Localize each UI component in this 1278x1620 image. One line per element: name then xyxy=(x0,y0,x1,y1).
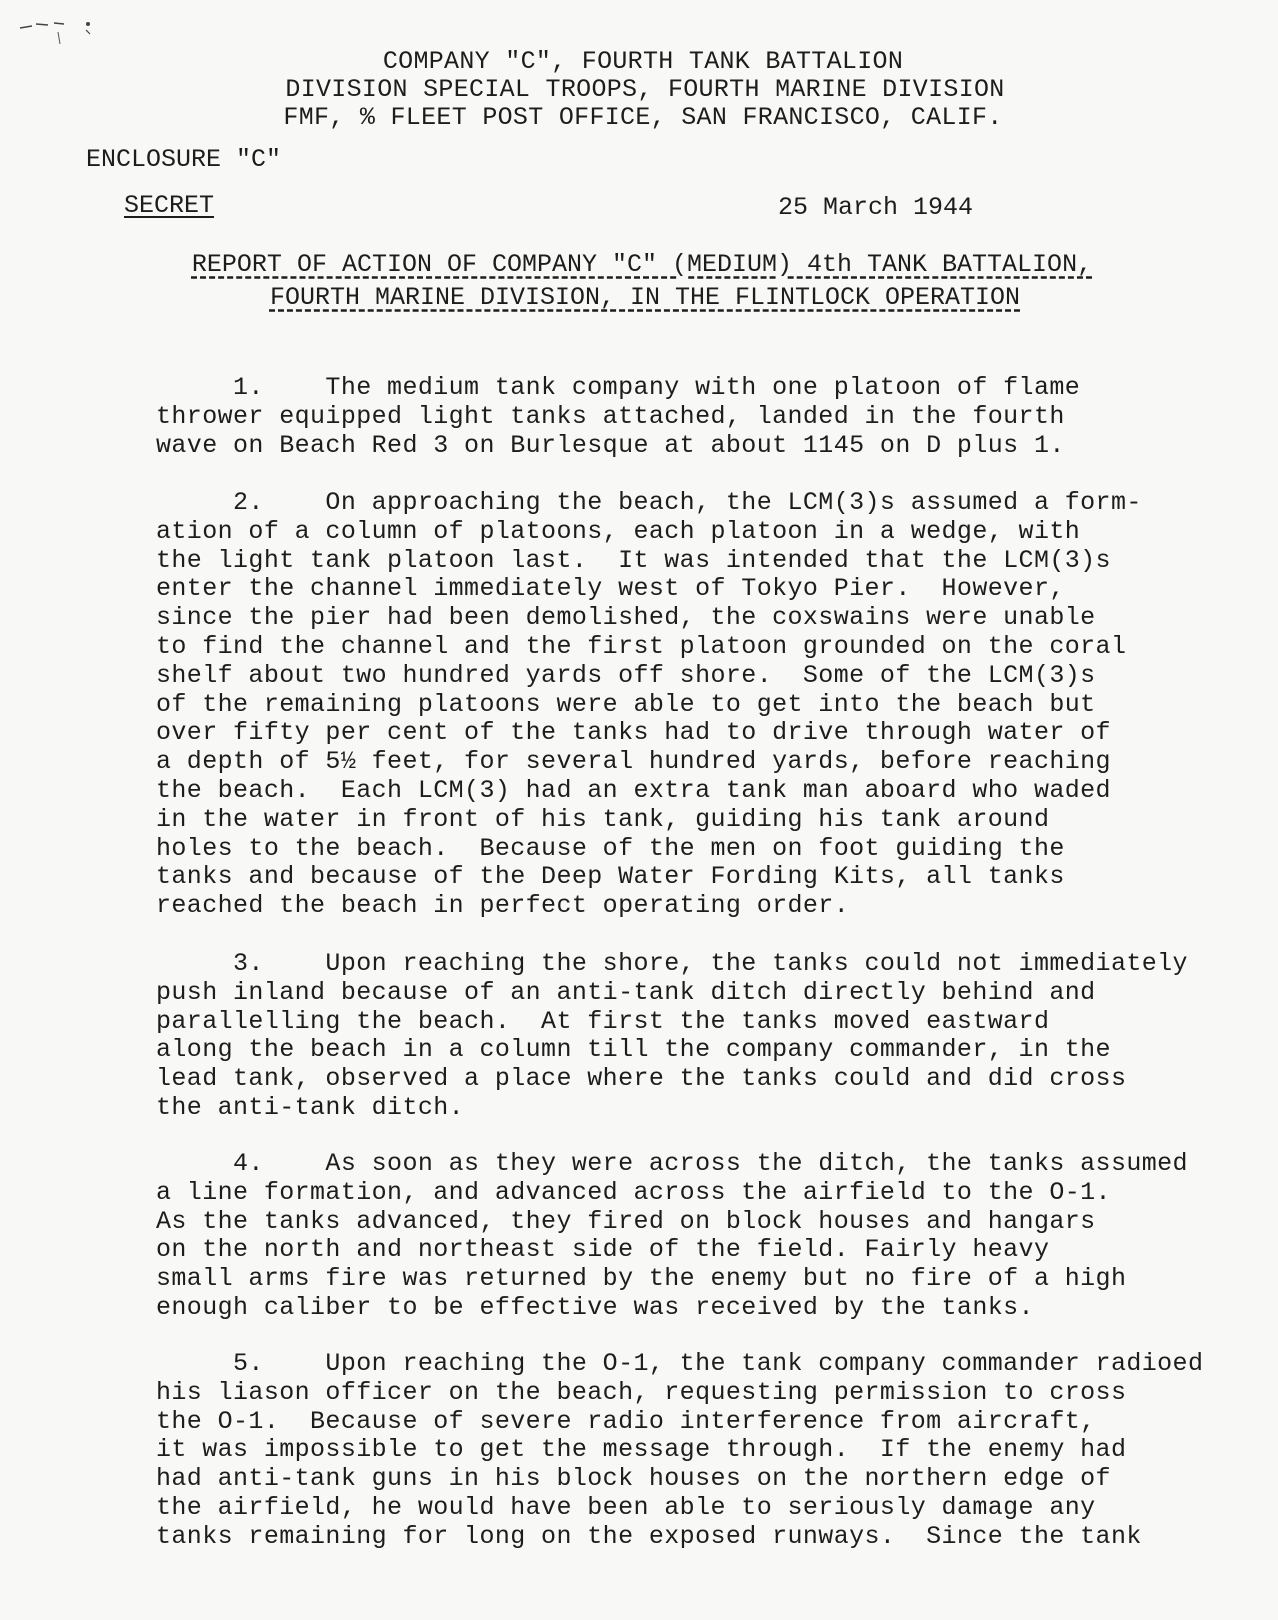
paragraph-line: 4. As soon as they were across the ditch, the tanks assumed xyxy=(156,1149,1188,1178)
paragraph-line: the anti-tank ditch. xyxy=(156,1092,465,1122)
paragraph-line: the airfield, he would have been able to seriously damage any xyxy=(156,1492,1096,1522)
paragraph-line: over fifty per cent of the tanks had to drive through water of xyxy=(156,718,1111,748)
paragraph-line: parallelling the beach. At first the tanks moved eastward xyxy=(156,1006,1050,1036)
letterhead xyxy=(0,48,1278,132)
paragraph-line: a depth of 5½ feet, for several hundred yards, before reaching xyxy=(156,747,1111,777)
paragraph-line: thrower equipped light tanks attached, landed in the fourth xyxy=(156,401,1065,431)
paragraph-line: since the pier had been demolished, the coxswains were unable xyxy=(156,603,1096,633)
paragraph-4 xyxy=(156,1150,1236,1323)
paragraph-line: reached the beach in perfect operating order. xyxy=(156,891,850,921)
paragraph-line: of the remaining platoons were able to get into the beach but xyxy=(156,689,1096,719)
paragraph-line: the light tank platoon last. It was intended that the LCM(3)s xyxy=(156,545,1111,575)
paragraph-line: ation of a column of platoons, each platoon in a wedge, with xyxy=(156,516,1081,546)
paragraph-line: small arms fire was returned by the enemy but no fire of a high xyxy=(156,1264,1127,1294)
paragraph-line: lead tank, observed a place where the tanks could and did cross xyxy=(156,1064,1127,1094)
paragraph-line: to find the channel and the first platoon grounded on the coral xyxy=(156,631,1127,661)
report-title-line-2: FOURTH MARINE DIVISION, IN THE FLINTLOCK OPERATION xyxy=(269,283,1021,312)
paragraph-line: in the water in front of his tank, guiding his tank around xyxy=(156,804,1050,834)
document-date: 25 March 1944 xyxy=(778,193,974,222)
paragraph-line: on the north and northeast side of the field. Fairly heavy xyxy=(156,1235,1050,1265)
classification-marking: SECRET xyxy=(124,191,215,220)
paragraph-line: As the tanks advanced, they fired on block houses and hangars xyxy=(156,1206,1096,1236)
letterhead-line-2: DIVISION SPECIAL TROOPS, FOURTH MARINE DIVISION xyxy=(285,75,1005,104)
paragraph-line: 5. Upon reaching the O-1, the tank company commander radioed xyxy=(156,1349,1204,1378)
paragraph-line: the O-1. Because of severe radio interference from aircraft, xyxy=(156,1406,1096,1436)
paragraph-line: wave on Beach Red 3 on Burlesque at about 1145 on D plus 1. xyxy=(156,430,1065,460)
letterhead-line-1: COMPANY "C", FOURTH TANK BATTALION xyxy=(382,47,904,76)
paragraph-line: his liason officer on the beach, requesting permission to cross xyxy=(156,1377,1127,1407)
paragraph-line: tanks and because of the Deep Water Fording Kits, all tanks xyxy=(156,862,1065,892)
paragraph-line: shelf about two hundred yards off shore. Some of the LCM(3)s xyxy=(156,660,1096,690)
paragraph-line: 2. On approaching the beach, the LCM(3)s assumed a form- xyxy=(156,488,1142,517)
paragraph-5 xyxy=(156,1350,1236,1552)
paragraph-line: 3. Upon reaching the shore, the tanks could not immediately xyxy=(156,949,1188,978)
paragraph-line: push inland because of an anti-tank ditch directly behind and xyxy=(156,977,1096,1007)
paragraph-line: enough caliber to be effective was received by the tanks. xyxy=(156,1292,1034,1322)
paragraph-line: 1. The medium tank company with one platoon of flame xyxy=(156,373,1081,402)
paragraph-line: a line formation, and advanced across the airfield to the O-1. xyxy=(156,1177,1111,1207)
report-title-line-1: REPORT OF ACTION OF COMPANY "C" (MEDIUM) 4th TANK BATTALION, xyxy=(191,250,1093,279)
scan-marks xyxy=(18,14,98,44)
paragraph-line: enter the channel immediately west of Tokyo Pier. However, xyxy=(156,574,1065,604)
paragraph-2 xyxy=(156,489,1236,921)
paragraph-line: holes to the beach. Because of the men on foot guiding the xyxy=(156,833,1065,863)
paragraph-line: it was impossible to get the message through. If the enemy had xyxy=(156,1435,1127,1465)
paragraph-1 xyxy=(156,374,1236,460)
paragraph-line: along the beach in a column till the company commander, in the xyxy=(156,1035,1111,1065)
report-title xyxy=(0,248,1278,314)
letterhead-line-3: FMF, % FLEET POST OFFICE, SAN FRANCISCO, CALIF. xyxy=(283,103,1003,132)
paragraph-line: the beach. Each LCM(3) had an extra tank man aboard who waded xyxy=(156,775,1111,805)
paragraph-3 xyxy=(156,950,1236,1123)
paragraph-line: had anti-tank guns in his block houses on the northern edge of xyxy=(156,1464,1111,1494)
enclosure-label: ENCLOSURE "C" xyxy=(86,145,282,174)
paragraph-line: tanks remaining for long on the exposed runways. Since the tank xyxy=(156,1521,1142,1551)
